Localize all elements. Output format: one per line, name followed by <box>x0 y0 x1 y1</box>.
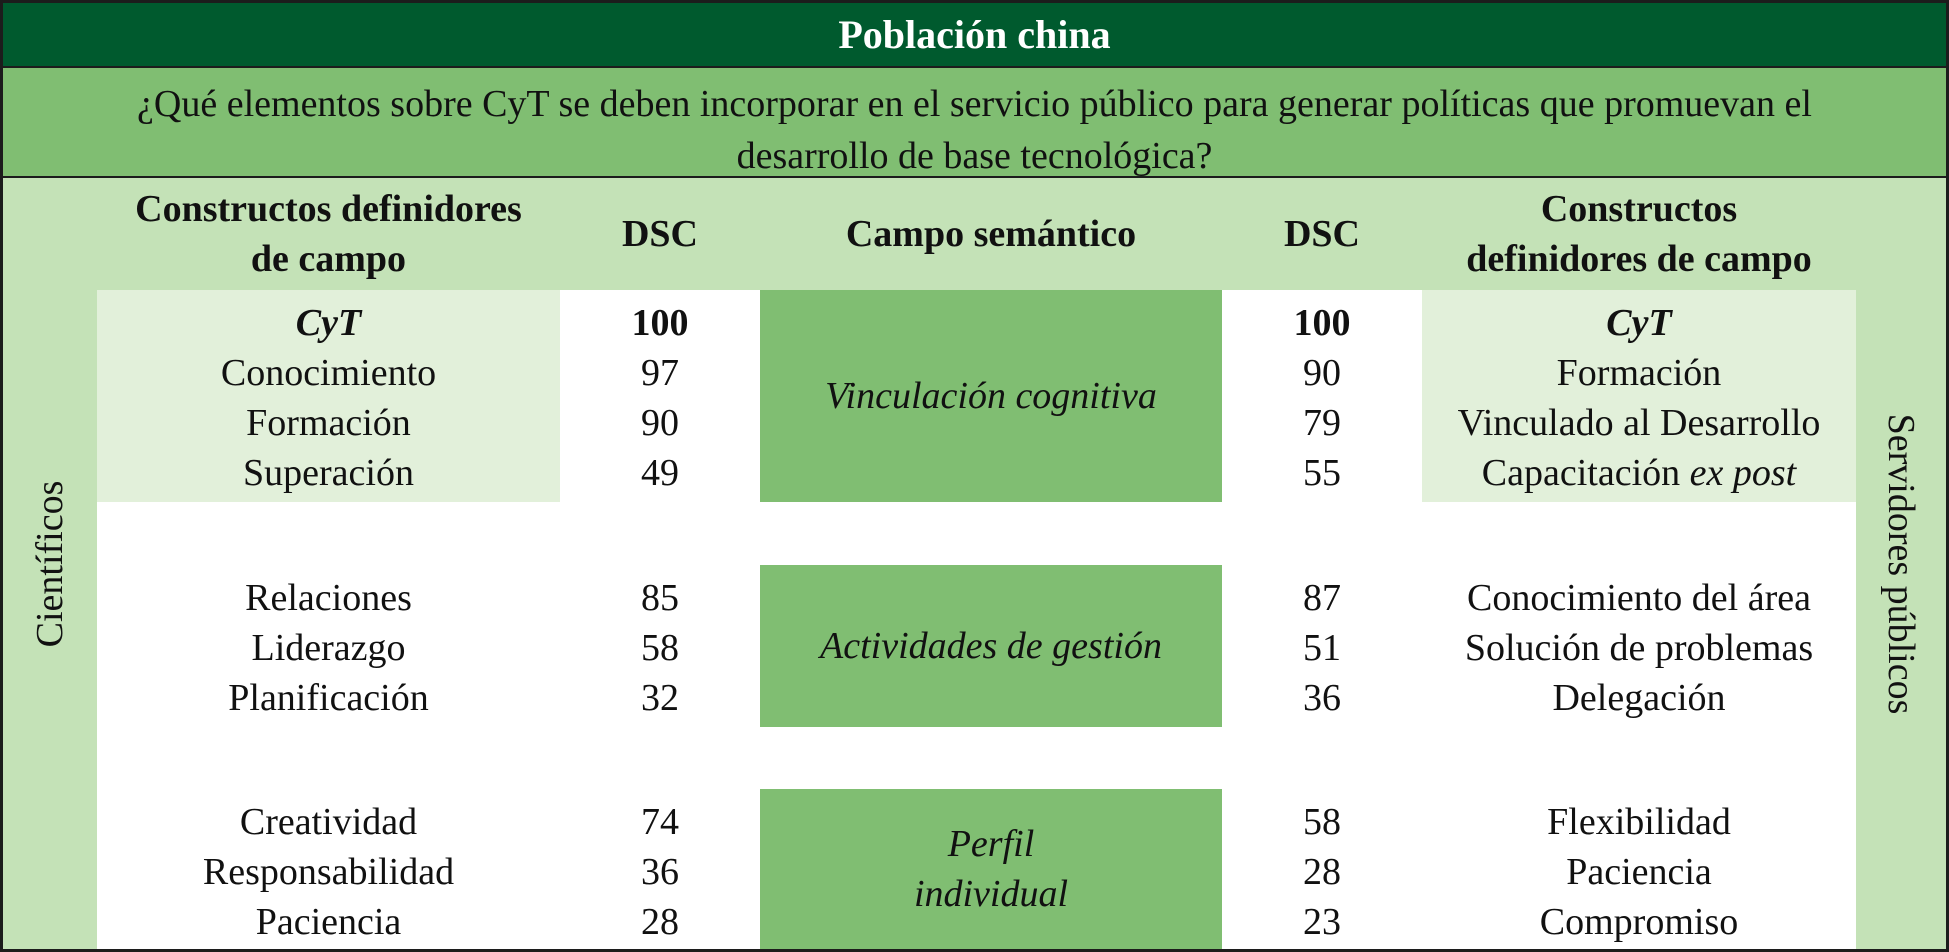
left-dsc-cell: 85 <box>641 577 679 619</box>
left-construct-cell: Responsabilidad <box>202 851 455 893</box>
right-dsc-cell: 87 <box>1303 577 1341 619</box>
right-construct-cell: Delegación <box>1552 677 1726 719</box>
left-dsc-cell: 49 <box>641 452 679 494</box>
header-dsc-left: DSC <box>621 213 699 255</box>
field-box-perfil <box>760 789 1222 949</box>
right-construct-italic: ex post <box>1689 452 1797 494</box>
right-dsc-cell: 51 <box>1303 627 1341 669</box>
field-box-actividades: Actividades de gestión <box>760 565 1222 727</box>
research-question <box>3 66 1946 178</box>
field-perfil-line2: individual <box>913 873 1069 915</box>
header-right-constructs-line1: Constructos <box>1540 188 1738 230</box>
right-construct-cell: Flexibilidad <box>1547 801 1731 843</box>
left-dsc-cell: 36 <box>641 851 679 893</box>
question-line-2: desarrollo de base tecnológica? <box>736 135 1213 177</box>
field-box-vinculacion: Vinculación cognitiva <box>760 290 1222 502</box>
left-construct-cell: Relaciones <box>245 577 412 619</box>
left-dsc-cell: 58 <box>641 627 679 669</box>
side-label-cientificos: Científicos <box>29 480 71 648</box>
right-construct-main: Capacitación <box>1481 452 1681 494</box>
side-label-servidores: Servidores públicos <box>1880 413 1922 715</box>
question-line-1: ¿Qué elementos sobre CyT se deben incorporar en el servicio público para generar políticas que promuevan el <box>137 83 1812 125</box>
right-construct-cell: Conocimiento del área <box>1467 577 1811 619</box>
header-left-constructs <box>97 178 560 290</box>
table-title: Población china <box>3 3 1946 66</box>
left-construct-cell: Conocimiento <box>220 352 437 394</box>
left-construct-cell: Superación <box>243 452 414 494</box>
header-left-constructs-line2: de campo <box>250 238 407 280</box>
right-dsc-cell: 23 <box>1303 901 1341 943</box>
right-dsc-cell: 58 <box>1303 801 1341 843</box>
right-construct-cell: CyT <box>1606 302 1672 344</box>
left-construct-cell: Formación <box>246 402 411 444</box>
right-dsc-cell: 36 <box>1303 677 1341 719</box>
right-construct-cell: Solución de problemas <box>1464 627 1814 669</box>
left-construct-cell: Creatividad <box>239 801 418 843</box>
header-right-constructs-line2: definidores de campo <box>1466 238 1812 280</box>
right-dsc-cell: 28 <box>1303 851 1341 893</box>
right-construct-cell: Vinculado al Desarrollo <box>1457 402 1821 444</box>
header-left-constructs-line1: Constructos definidores <box>135 188 522 230</box>
header-dsc-right: DSC <box>1283 213 1361 255</box>
left-dsc-cell: 32 <box>641 677 679 719</box>
right-dsc-cell: 55 <box>1303 452 1341 494</box>
right-construct-cell <box>1422 448 1856 498</box>
right-construct-cell: Paciencia <box>1566 851 1712 893</box>
left-construct-cell: Paciencia <box>255 901 402 943</box>
left-construct-cell: CyT <box>295 302 362 344</box>
header-right-constructs <box>1422 178 1856 290</box>
left-construct-cell: Liderazgo <box>251 627 406 669</box>
header-campo-semantico: Campo semántico <box>845 213 1137 255</box>
left-construct-cell: Planificación <box>228 677 429 719</box>
right-construct-cell: Compromiso <box>1539 901 1739 943</box>
right-dsc-cell: 100 <box>1293 302 1351 344</box>
left-dsc-cell: 28 <box>641 901 679 943</box>
left-dsc-cell: 74 <box>641 801 679 843</box>
left-dsc-cell: 97 <box>641 352 679 394</box>
left-dsc-cell: 100 <box>631 302 689 344</box>
field-perfil-line1: Perfil <box>947 823 1035 865</box>
left-dsc-cell: 90 <box>641 402 679 444</box>
right-construct-cell: Formación <box>1556 352 1722 394</box>
right-dsc-cell: 79 <box>1303 402 1341 444</box>
right-dsc-cell: 90 <box>1303 352 1341 394</box>
